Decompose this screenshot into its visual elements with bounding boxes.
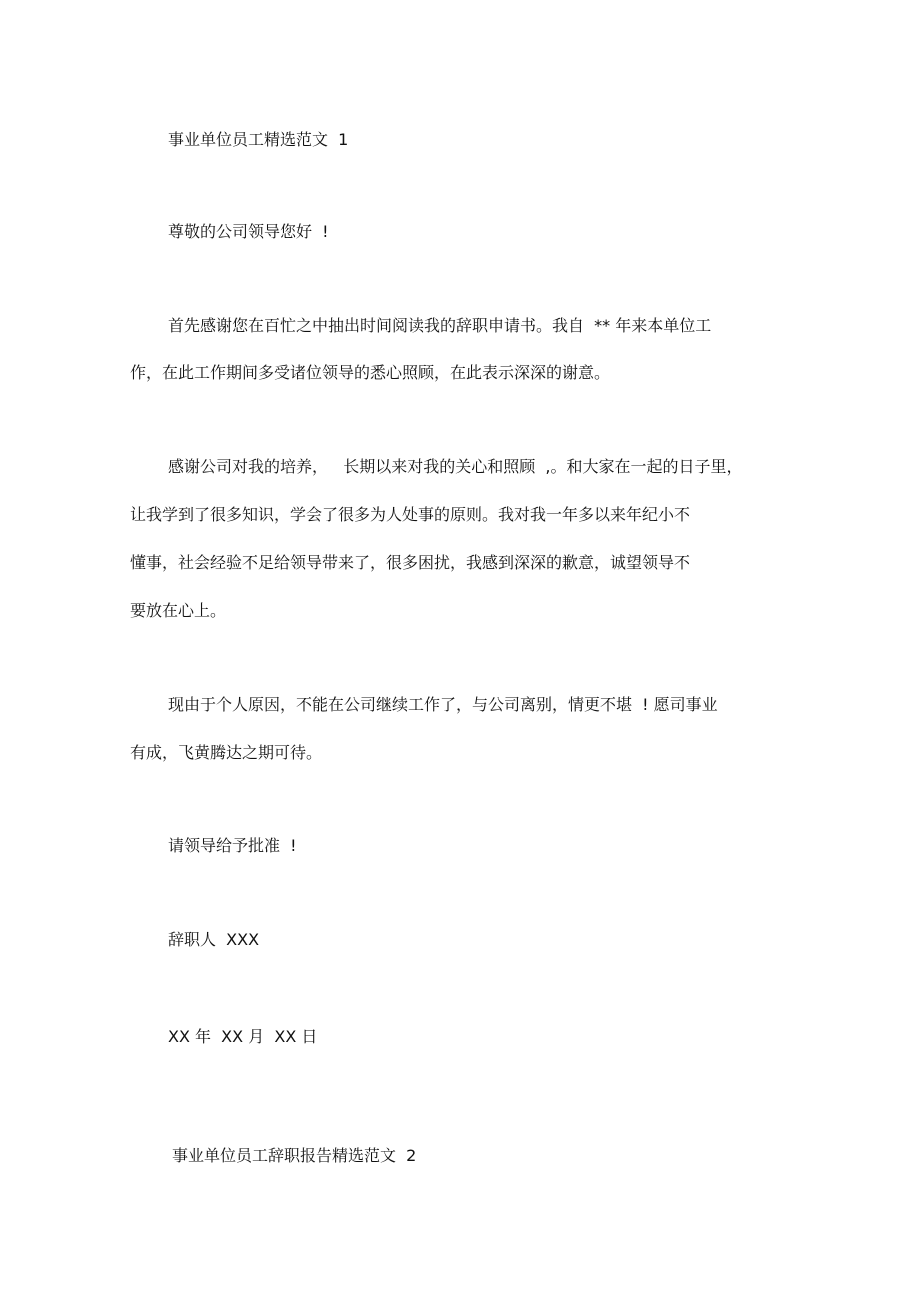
paragraph-3-line-2: 有成，飞黄腾达之期可待。 — [130, 743, 323, 762]
paragraph-2-line-1: 感谢公司对我的培养， 长期以来对我的关心和照顾 ,。和大家在一起的日子里， — [168, 457, 743, 476]
approval-request: 请领导给予批准 ! — [168, 836, 297, 855]
section-1-title: 事业单位员工精选范文 1 — [168, 130, 349, 149]
greeting: 尊敬的公司领导您好 ! — [168, 222, 329, 241]
paragraph-1-line-2: 作，在此工作期间多受诸位领导的悉心照顾，在此表示深深的谢意。 — [130, 363, 611, 382]
date-line: XX 年 XX 月 XX 日 — [168, 1027, 318, 1046]
section-2-title: 事业单位员工辞职报告精选范文 2 — [172, 1146, 417, 1165]
signature: 辞职人 XXX — [168, 930, 260, 949]
paragraph-1-line-1: 首先感谢您在百忙之中抽出时间阅读我的辞职申请书。我自 ** 年来本单位工 — [168, 316, 712, 335]
paragraph-2-line-4: 要放在心上。 — [130, 601, 227, 620]
paragraph-2-line-2: 让我学到了很多知识，学会了很多为人处事的原则。我对我一年多以来年纪小不 — [130, 505, 691, 524]
paragraph-3-line-1: 现由于个人原因，不能在公司继续工作了，与公司离别，情更不堪 ! 愿司事业 — [168, 695, 718, 714]
paragraph-2-line-3: 懂事，社会经验不足给领导带来了，很多困扰，我感到深深的歉意，诚望领导不 — [130, 553, 691, 572]
